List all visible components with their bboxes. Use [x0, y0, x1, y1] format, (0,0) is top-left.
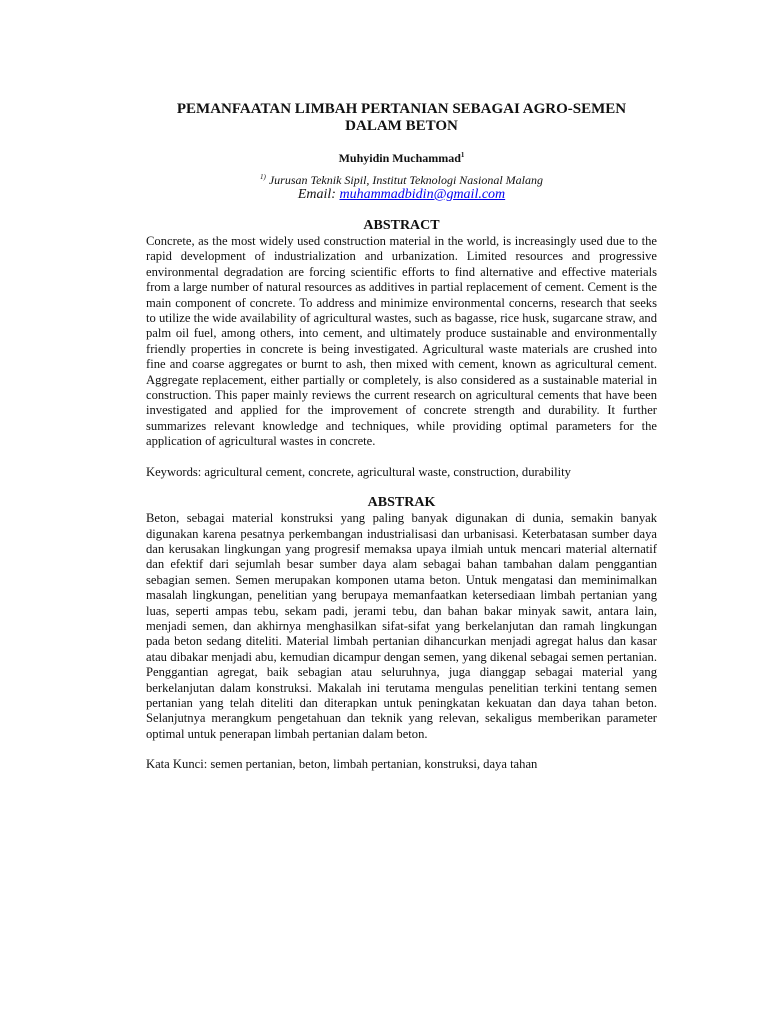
- affiliation-text: Jurusan Teknik Sipil, Institut Teknologi Nasional Malang: [265, 173, 543, 187]
- abstrak-heading: ABSTRAK: [367, 495, 436, 511]
- abstrak-keywords: Kata Kunci: semen pertanian, beton, limbah pertanian, konstruksi, daya tahan: [146, 757, 538, 772]
- email-label: Email:: [297, 187, 340, 202]
- abstract-heading: ABSTRACT: [363, 218, 440, 233]
- affiliation-line: [146, 173, 657, 187]
- author-line: [146, 151, 657, 165]
- abstrak-text: Beton, sebagai material konstruksi yang paling banyak digunakan di dunia, semakin banyak digunakan karena pesatnya perkembangan industrialisasi dan urbanisasi. Keterbatasan sumber daya dan kerusakan lingkungan yang progresif memaksa upaya ilmiah untuk mencari material alternatif dan efektif dari sejumlah besar sumber daya alam sebagai bahan tambahan dalam penggantian sebagian semen. Semen merupakan komponen utama beton. Untuk mengatasi dan meminimalkan masalah lingkungan, penelitian yang berupaya memanfaatkan ketersediaan limbah pertanian yang luas, seperti ampas tebu, sekam padi, jerami tebu, dan bahan bakar minyak sawit, antara lain, menjadi semen, dan akhirnya menghasilkan sifat-sifat yang berkelanjutan dan ramah lingkungan pada beton sedang diteliti. Material limbah pertanian dihancurkan menjadi agregat halus dan kasar atau dibakar menjadi abu, kemudian dicampur dengan semen, yang dikenal sebagai semen pertanian. Penggantian agregat, baik sebagian atau seluruhnya, juga dianggap sebagai material yang berkelanjutan dalam konstruksi. Makalah ini terutama mengulas penelitian terkini tentang semen pertanian yang telah diteliti dan diterapkan untuk peningkatan kekuatan dan daya tahan beton. Selanjutnya merangkum pengetahuan dan teknik yang relevan, sekaligus memberikan parameter optimal untuk penerapan limbah pertanian dalam beton.: [146, 511, 657, 741]
- abstract-keywords: Keywords: agricultural cement, concrete, agricultural waste, construction, durability: [146, 464, 571, 479]
- email-link[interactable]: muhammadbidin@gmail.com: [339, 187, 506, 202]
- affiliation-superscript: 1): [260, 173, 266, 181]
- email-line: [146, 187, 657, 202]
- author-superscript: 1: [460, 151, 465, 159]
- abstract-text: Concrete, as the most widely used construction material in the world, is increasingly used due to the rapid development of industrialization and urbanization. Limited resources and progressive environmental degradation are forcing scientific efforts to find alternative and effective materials from a large number of natural resources as additives in partial replacement of cement. Cement is the main component of concrete. To address and minimize environmental concerns, research that seeks to utilize the wide availability of agricultural wastes, such as bagasse, rice husk, sugarcane straw, and palm oil fuel, among others, into cement, and ultimately produce sustainable and environmentally friendly properties in concrete is being investigated. Agricultural waste materials are crushed into fine and coarse aggregates or burnt to ash, then mixed with cement, known as agricultural cement. Aggregate replacement, either partially or completely, is also considered as a sustainable material in construction. This paper mainly reviews the current research on agricultural cements that have been investigated and applied for the improvement of concrete strength and durability. It further summarizes relevant knowledge and techniques, while providing optimal parameters for the application of agricultural wastes in concrete.: [146, 234, 657, 449]
- author-name: Muhyidin Muchammad: [338, 151, 461, 165]
- paper-title: [146, 101, 657, 135]
- title-line-1: PEMANFAATAN LIMBAH PERTANIAN SEBAGAI AGRO-SEMEN: [176, 101, 627, 117]
- title-line-2: DALAM BETON: [345, 118, 458, 134]
